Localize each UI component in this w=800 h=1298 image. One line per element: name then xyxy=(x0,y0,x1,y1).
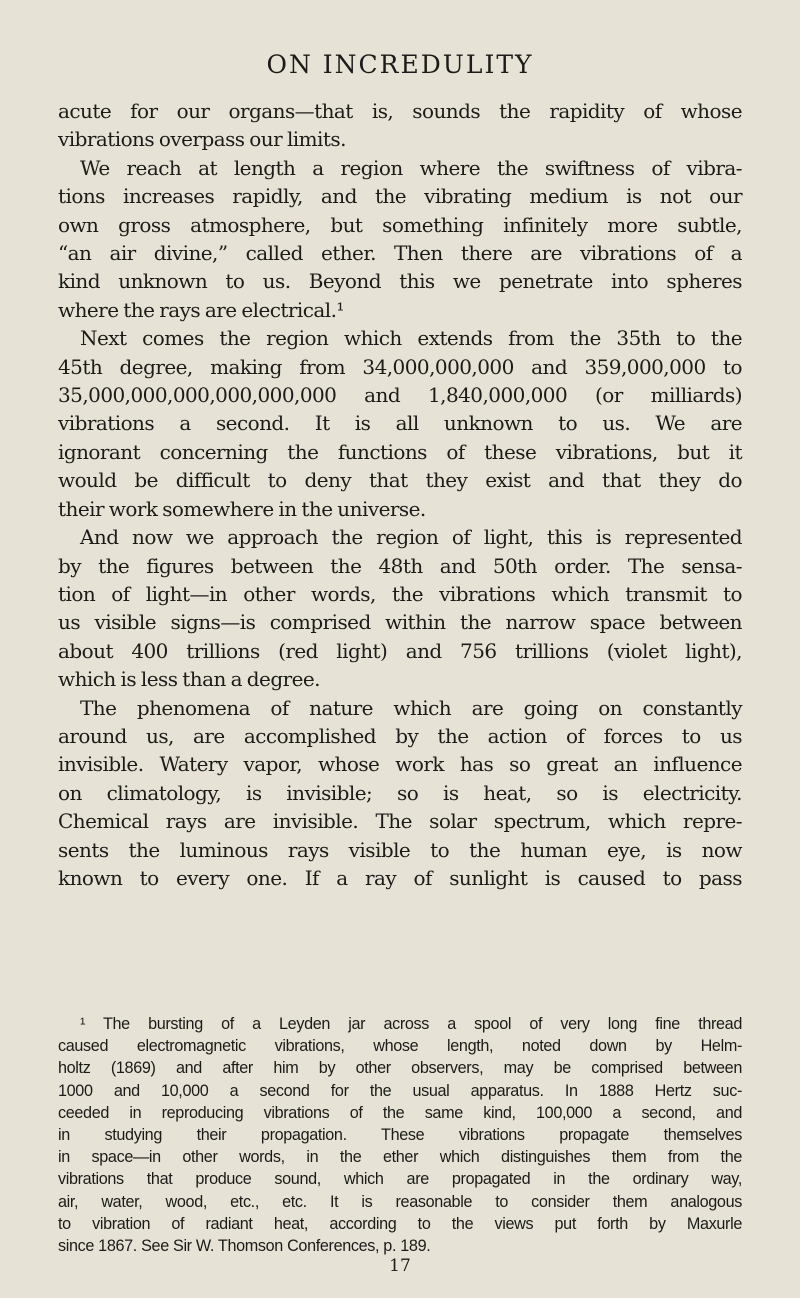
body-line: around us, are accomplished by the action of forces to us xyxy=(58,723,742,748)
body-line: tion of light—in other words, the vibrations which transmit to xyxy=(58,581,742,606)
page-number: 17 xyxy=(389,1256,411,1276)
footnote-line: in studying their propagation. These vibrations propagate themselves xyxy=(58,1126,742,1145)
body-line: tions increases rapidly, and the vibrating medium is not our xyxy=(58,184,742,209)
body-line: vibrations a second. It is all unknown to us. We are xyxy=(58,411,742,436)
body-line: invisible. Watery vapor, whose work has so great an influence xyxy=(58,752,742,777)
body-line: “an air divine,” called ether. Then there are vibrations of a xyxy=(58,241,742,266)
body-line: known to every one. If a ray of sunlight is caused to pass xyxy=(58,865,742,890)
footnote-line: caused electromagnetic vibrations, whose length, noted down by Helm- xyxy=(58,1037,742,1056)
body-line: which is less than a degree. xyxy=(58,667,320,692)
footnote-line: since 1867. See Sir W. Thomson Conferences, p. 189. xyxy=(58,1237,431,1256)
body-line: by the figures between the 48th and 50th order. The sensa- xyxy=(58,553,742,578)
running-head: ON INCREDULITY xyxy=(266,50,534,79)
body-line: Next comes the region which extends from the 35th to the xyxy=(80,326,742,351)
footnote-line: in space—in other words, in the ether which distinguishes them from the xyxy=(58,1148,742,1167)
footnote-line: air, water, wood, etc., etc. It is reasonable to consider them analogous xyxy=(58,1192,742,1211)
body-line: acute for our organs—that is, sounds the rapidity of whose xyxy=(58,99,742,123)
footnotes xyxy=(58,1013,742,1257)
body-line: would be difficult to deny that they exist and that they do xyxy=(58,468,742,493)
body-text xyxy=(58,97,742,892)
body-line: 35,000,000,000,000,000,000 and 1,840,000,000 (or milliards) xyxy=(58,383,742,408)
body-line: sents the luminous rays visible to the human eye, is now xyxy=(58,837,742,862)
body-line: where the rays are electrical.¹ xyxy=(58,297,344,322)
footnote-line: 1000 and 10,000 a second for the usual apparatus. In 1888 Hertz suc- xyxy=(58,1081,742,1100)
body-line: us visible signs—is comprised within the narrow space between xyxy=(58,610,742,635)
footnote-line: ¹ The bursting of a Leyden jar across a spool of very long fine thread xyxy=(80,1015,742,1033)
body-line: on climatology, is invisible; so is heat, so is electricity. xyxy=(58,780,742,805)
body-line: Chemical rays are invisible. The solar spectrum, which repre- xyxy=(58,809,742,834)
body-line: 45th degree, making from 34,000,000,000 and 359,000,000 to xyxy=(58,354,742,379)
footnote-line: holtz (1869) and after him by other observers, may be comprised between xyxy=(58,1059,742,1078)
body-line: ignorant concerning the functions of these vibrations, but it xyxy=(58,439,742,464)
body-line: own gross atmosphere, but something infinitely more subtle, xyxy=(58,212,742,237)
footnote-line: vibrations that produce sound, which are propagated in the ordinary way, xyxy=(58,1170,742,1189)
body-line: We reach at length a region where the swiftness of vibra- xyxy=(80,155,742,180)
body-line: their work somewhere in the universe. xyxy=(58,496,426,521)
body-line: The phenomena of nature which are going on constantly xyxy=(80,695,742,720)
body-line: And now we approach the region of light, this is represented xyxy=(80,525,742,550)
body-line: kind unknown to us. Beyond this we penetrate into spheres xyxy=(58,269,742,294)
footnote-line: to vibration of radiant heat, according to the views put forth by Maxurle xyxy=(58,1214,742,1233)
body-line: vibrations overpass our limits. xyxy=(58,127,346,152)
footnote-line: ceeded in reproducing vibrations of the same kind, 100,000 a second, and xyxy=(58,1103,742,1122)
body-line: about 400 trillions (red light) and 756 trillions (violet light), xyxy=(58,638,742,663)
